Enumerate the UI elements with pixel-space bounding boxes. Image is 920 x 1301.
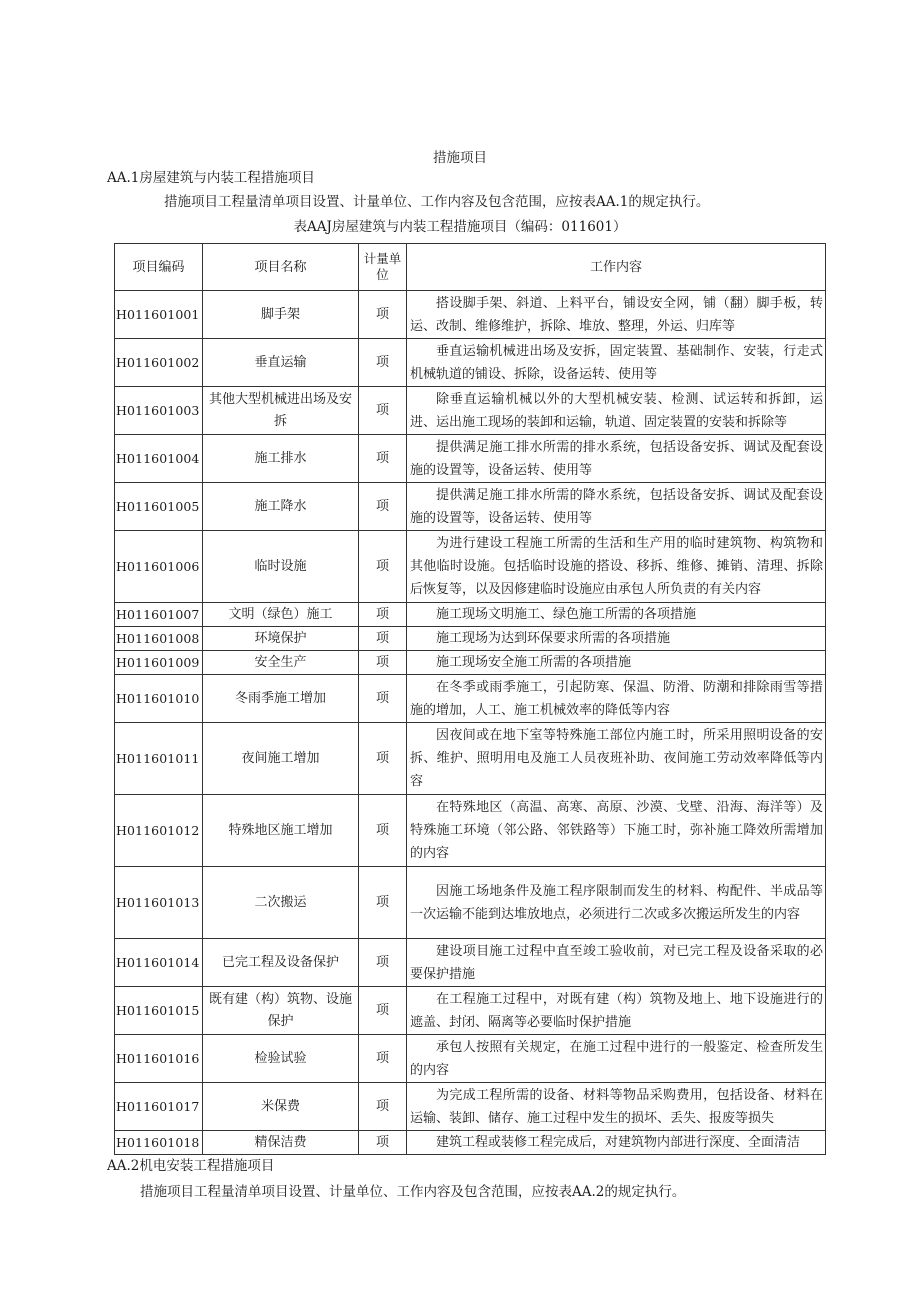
row-name: 文明（绿色）施工 [203,603,359,627]
row-unit: 项 [359,1035,407,1083]
row-code: H011601008 [115,627,203,651]
table-row [115,795,826,867]
row-content: 因施工场地条件及施工程序限制而发生的材料、构配件、半成品等一次运输不能到达堆放地点，必须进行二次或多次搬运所发生的内容 [407,867,826,939]
table-row [115,603,826,627]
table-row [115,723,826,795]
row-unit: 项 [359,1131,407,1155]
row-name: 冬雨季施工增加 [203,675,359,723]
row-name: 脚手架 [203,291,359,339]
table-row [115,531,826,603]
table-row [115,387,826,435]
row-name: 垂直运输 [203,339,359,387]
row-unit: 项 [359,723,407,795]
row-unit: 项 [359,483,407,531]
measures-table [114,243,826,1155]
row-unit: 项 [359,339,407,387]
row-unit: 项 [359,987,407,1035]
row-content: 承包人按照有关规定，在施工过程中进行的一般鉴定、检查所发生的内容 [407,1035,826,1083]
row-code: H011601006 [115,531,203,603]
row-content: 提供满足施工排水所需的排水系统，包括设备安拆、调试及配套设施的设置等，设备运转、使用等 [407,435,826,483]
row-name: 检验试验 [203,1035,359,1083]
row-content: 在特殊地区（高温、高寒、高原、沙漠、戈壁、沿海、海洋等）及特殊施工环境（邻公路、邻铁路等）下施工时，弥补施工降效所需增加的内容 [407,795,826,867]
section-heading-aa1: AA.1房屋建筑与内装工程措施项目 [107,170,315,186]
table-row [115,483,826,531]
row-code: H011601016 [115,1035,203,1083]
row-code: H011601014 [115,939,203,987]
row-unit: 项 [359,387,407,435]
row-code: H011601009 [115,651,203,675]
row-code: H011601015 [115,987,203,1035]
table-row [115,651,826,675]
table-row [115,675,826,723]
row-unit: 项 [359,651,407,675]
row-code: H011601018 [115,1131,203,1155]
row-content: 建筑工程或装修工程完成后，对建筑物内部进行深度、全面清洁 [407,1131,826,1155]
row-content: 为进行建设工程施工所需的生活和生产用的临时建筑物、构筑物和其他临时设施。包括临时设施的搭设、移拆、维修、摊销、清理、拆除后恢复等，以及因修建临时设施应由承包人所负责的有关内容 [407,531,826,603]
row-name: 安全生产 [203,651,359,675]
row-unit: 项 [359,1083,407,1131]
row-content: 因夜间或在地下室等特殊施工部位内施工时，所采用照明设备的安拆、维护、照明用电及施工人员夜班补助、夜间施工劳动效率降低等内容 [407,723,826,795]
table-row [115,939,826,987]
table-caption: 表AAJ房屋建筑与内装工程措施项目（编码：011601） [293,219,627,235]
row-code: H011601003 [115,387,203,435]
table-row [115,867,826,939]
row-content: 为完成工程所需的设备、材料等物品采购费用，包括设备、材料在运输、装卸、储存、施工过程中发生的损坏、丢失、报废等损失 [407,1083,826,1131]
table-row [115,291,826,339]
header-name: 项目名称 [203,244,359,291]
row-name: 环境保护 [203,627,359,651]
table-row [115,339,826,387]
row-content: 搭设脚手架、斜道、上料平台，铺设安全网，铺（翻）脚手板，转运、改制、维修维护，拆除、堆放、整理，外运、归库等 [407,291,826,339]
table-row [115,987,826,1035]
row-unit: 项 [359,795,407,867]
row-unit: 项 [359,435,407,483]
header-unit: 计量单位 [359,244,407,291]
row-code: H011601013 [115,867,203,939]
section-intro-aa2: 措施项目工程量清单项目设置、计量单位、工作内容及包含范围，应按表AA.2的规定执行。 [140,1184,686,1200]
row-unit: 项 [359,603,407,627]
page-title: 措施项目 [433,150,487,166]
table-header-row [115,244,826,291]
row-name: 已完工程及设备保护 [203,939,359,987]
row-code: H011601007 [115,603,203,627]
row-code: H011601001 [115,291,203,339]
row-name: 二次搬运 [203,867,359,939]
row-code: H011601012 [115,795,203,867]
row-unit: 项 [359,675,407,723]
header-content: 工作内容 [407,244,826,291]
row-code: H011601010 [115,675,203,723]
row-code: H011601004 [115,435,203,483]
row-code: H011601005 [115,483,203,531]
row-content: 施工现场文明施工、绿色施工所需的各项措施 [407,603,826,627]
row-name: 既有建（构）筑物、设施保护 [203,987,359,1035]
row-unit: 项 [359,531,407,603]
row-content: 垂直运输机械进出场及安拆，固定装置、基础制作、安装，行走式机械轨道的铺设、拆除，设备运转、使用等 [407,339,826,387]
row-name: 施工降水 [203,483,359,531]
row-unit: 项 [359,867,407,939]
table-row [115,435,826,483]
row-name: 精保洁费 [203,1131,359,1155]
row-code: H011601002 [115,339,203,387]
row-content: 建设项目施工过程中直至竣工验收前，对已完工程及设备采取的必要保护措施 [407,939,826,987]
row-content: 在冬季或雨季施工，引起防寒、保温、防滑、防潮和排除雨雪等措施的增加，人工、施工机械效率的降低等内容 [407,675,826,723]
row-name: 米保费 [203,1083,359,1131]
row-content: 除垂直运输机械以外的大型机械安装、检测、试运转和拆卸，运进、运出施工现场的装卸和运输，轨道、固定装置的安装和拆除等 [407,387,826,435]
row-content: 在工程施工过程中，对既有建（构）筑物及地上、地下设施进行的遮盖、封闭、隔离等必要临时保护措施 [407,987,826,1035]
row-name: 夜间施工增加 [203,723,359,795]
row-content: 施工现场为达到环保要求所需的各项措施 [407,627,826,651]
row-name: 其他大型机械进出场及安拆 [203,387,359,435]
row-name: 施工排水 [203,435,359,483]
row-unit: 项 [359,291,407,339]
section-heading-aa2: AA.2机电安装工程措施项目 [107,1158,275,1174]
table-row [115,627,826,651]
row-unit: 项 [359,627,407,651]
header-code: 项目编码 [115,244,203,291]
table-row [115,1083,826,1131]
section-intro-aa1: 措施项目工程量清单项目设置、计量单位、工作内容及包含范围，应按表AA.1的规定执行。 [164,194,710,210]
row-name: 特殊地区施工增加 [203,795,359,867]
table-row [115,1035,826,1083]
row-unit: 项 [359,939,407,987]
row-code: H011601017 [115,1083,203,1131]
row-content: 施工现场安全施工所需的各项措施 [407,651,826,675]
row-name: 临时设施 [203,531,359,603]
row-code: H011601011 [115,723,203,795]
table-row [115,1131,826,1155]
row-content: 提供满足施工排水所需的降水系统，包括设备安拆、调试及配套设施的设置等，设备运转、使用等 [407,483,826,531]
